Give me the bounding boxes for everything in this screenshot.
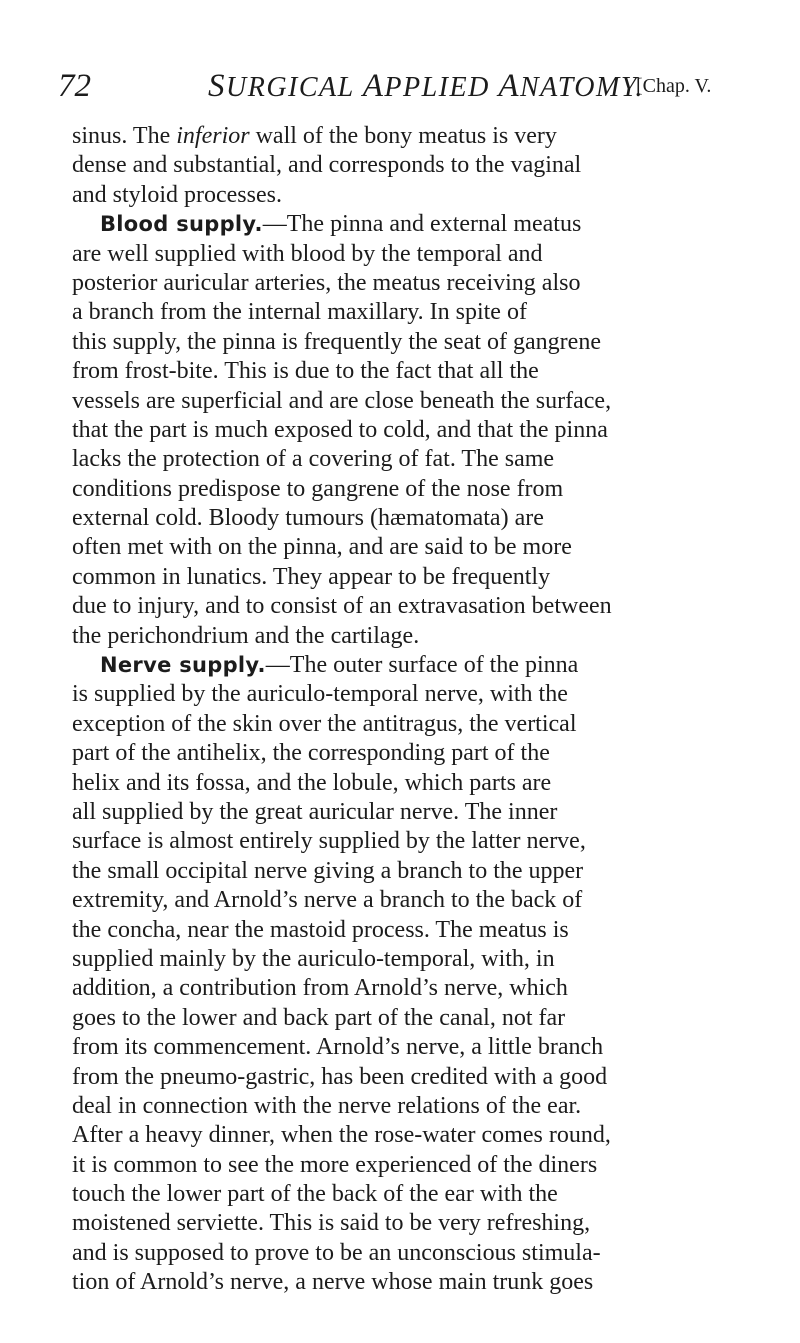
text-segment: exception of the skin over the antitragus, the vertical xyxy=(72,710,577,737)
text-segment: After a heavy dinner, when the rose-water comes round, xyxy=(72,1122,611,1149)
text-segment: tion of Arnold’s nerve, a nerve whose main trunk goes xyxy=(72,1269,594,1296)
text-line xyxy=(72,769,796,798)
text-segment: are well supplied with blood by the temporal and xyxy=(72,240,543,267)
text-segment: from frost-bite. This is due to the fact that all the xyxy=(72,358,539,385)
text-segment: extremity, and Arnold’s nerve a branch to the back of xyxy=(72,887,583,914)
text-segment: and styloid processes. xyxy=(72,181,282,208)
text-segment: lacks the protection of a covering of fat. The same xyxy=(72,446,555,473)
text-line xyxy=(72,240,796,269)
text-line xyxy=(72,387,796,416)
section-heading: Blood supply. xyxy=(100,212,263,237)
text-segment: from the pneumo-gastric, has been credited with a good xyxy=(72,1063,608,1090)
text-line xyxy=(72,680,796,709)
text-line xyxy=(72,328,796,357)
text-line xyxy=(72,827,796,856)
running-head xyxy=(58,66,798,106)
page-number: 72 xyxy=(58,68,91,104)
text-line xyxy=(72,416,796,445)
text-line xyxy=(72,651,796,680)
text-line xyxy=(72,1092,796,1121)
title-word: PPLIED xyxy=(384,72,499,103)
text-line xyxy=(72,445,796,474)
text-line xyxy=(72,945,796,974)
text-line xyxy=(72,1180,796,1209)
text-line xyxy=(72,210,796,239)
text-segment: —The outer surface of the pinna xyxy=(265,652,579,679)
text-segment: moistened serviette. This is said to be very refreshing, xyxy=(72,1210,591,1237)
text-segment: dense and substantial, and corresponds to the vaginal xyxy=(72,152,582,179)
text-line xyxy=(72,857,796,886)
text-segment: due to injury, and to consist of an extravasation between xyxy=(72,593,612,620)
text-line xyxy=(72,181,796,210)
text-line xyxy=(72,122,796,151)
text-line xyxy=(72,1268,796,1297)
title-initial: A xyxy=(498,68,520,104)
text-segment: and is supposed to prove to be an unconscious stimula- xyxy=(72,1239,601,1266)
text-line xyxy=(72,622,796,651)
text-segment: common in lunatics. They appear to be frequently xyxy=(72,563,551,590)
text-segment: deal in connection with the nerve relations of the ear. xyxy=(72,1092,582,1119)
text-segment: often met with on the pinna, and are said to be more xyxy=(72,534,572,561)
text-segment: wall of the bony meatus is very xyxy=(249,123,557,149)
text-line xyxy=(72,592,796,621)
text-line xyxy=(72,504,796,533)
text-line xyxy=(72,298,796,327)
text-segment: is supplied by the auriculo-temporal nerve, with the xyxy=(72,681,568,708)
text-segment: goes to the lower and back part of the canal, not far xyxy=(72,1004,566,1031)
text-line xyxy=(72,1004,796,1033)
text-segment: the perichondrium and the cartilage. xyxy=(72,622,420,649)
title-word: URGICAL xyxy=(226,72,363,103)
chapter-marker: [Chap. V. xyxy=(636,75,712,97)
title-word: NATOMY. xyxy=(520,72,644,103)
body-text xyxy=(72,122,796,1298)
text-segment: a branch from the internal maxillary. In spite of xyxy=(72,299,527,326)
text-line xyxy=(72,1121,796,1150)
text-segment: touch the lower part of the back of the ear with the xyxy=(72,1181,558,1208)
text-segment: that the part is much exposed to cold, and that the pinna xyxy=(72,416,608,443)
title-initial: A xyxy=(362,68,385,104)
text-segment: this supply, the pinna is frequently the seat of gangrene xyxy=(72,328,601,355)
text-segment: all supplied by the great auricular nerve. The inner xyxy=(72,798,558,825)
text-line xyxy=(72,1239,796,1268)
text-segment: supplied mainly by the auriculo-temporal, with, in xyxy=(72,945,555,972)
text-line xyxy=(72,1151,796,1180)
text-line xyxy=(72,357,796,386)
text-line xyxy=(72,1209,796,1238)
text-segment: the small occipital nerve giving a branch to the upper xyxy=(72,857,584,884)
text-line xyxy=(72,1033,796,1062)
title-initial: S xyxy=(208,68,226,104)
text-segment: from its commencement. Arnold’s nerve, a little branch xyxy=(72,1034,604,1061)
text-line xyxy=(72,916,796,945)
italic-emphasis: inferior xyxy=(176,123,250,149)
text-segment: external cold. Bloody tumours (hæmatomata) are xyxy=(72,505,544,532)
book-title xyxy=(208,66,644,108)
text-segment: surface is almost entirely supplied by the latter nerve, xyxy=(72,828,586,855)
text-segment: posterior auricular arteries, the meatus receiving also xyxy=(72,269,581,296)
text-line xyxy=(72,563,796,592)
text-segment: conditions predispose to gangrene of the nose from xyxy=(72,475,564,502)
text-line xyxy=(72,533,796,562)
text-line xyxy=(72,739,796,768)
text-segment: part of the antihelix, the corresponding part of the xyxy=(72,740,550,767)
text-segment: —The pinna and external meatus xyxy=(262,211,582,238)
text-segment: helix and its fossa, and the lobule, which parts are xyxy=(72,769,552,796)
section-heading: Nerve supply. xyxy=(100,653,266,678)
text-line xyxy=(72,974,796,1003)
text-segment: vessels are superficial and are close beneath the surface, xyxy=(72,387,612,414)
text-line xyxy=(72,151,796,180)
text-segment: sinus. The xyxy=(72,123,177,149)
text-segment: addition, a contribution from Arnold’s nerve, which xyxy=(72,975,568,1002)
text-segment: it is common to see the more experienced of the diners xyxy=(72,1151,598,1178)
text-line xyxy=(72,710,796,739)
text-line xyxy=(72,798,796,827)
text-line xyxy=(72,269,796,298)
text-line xyxy=(72,1063,796,1092)
text-line xyxy=(72,886,796,915)
text-segment: the concha, near the mastoid process. The meatus is xyxy=(72,916,569,943)
text-line xyxy=(72,475,796,504)
